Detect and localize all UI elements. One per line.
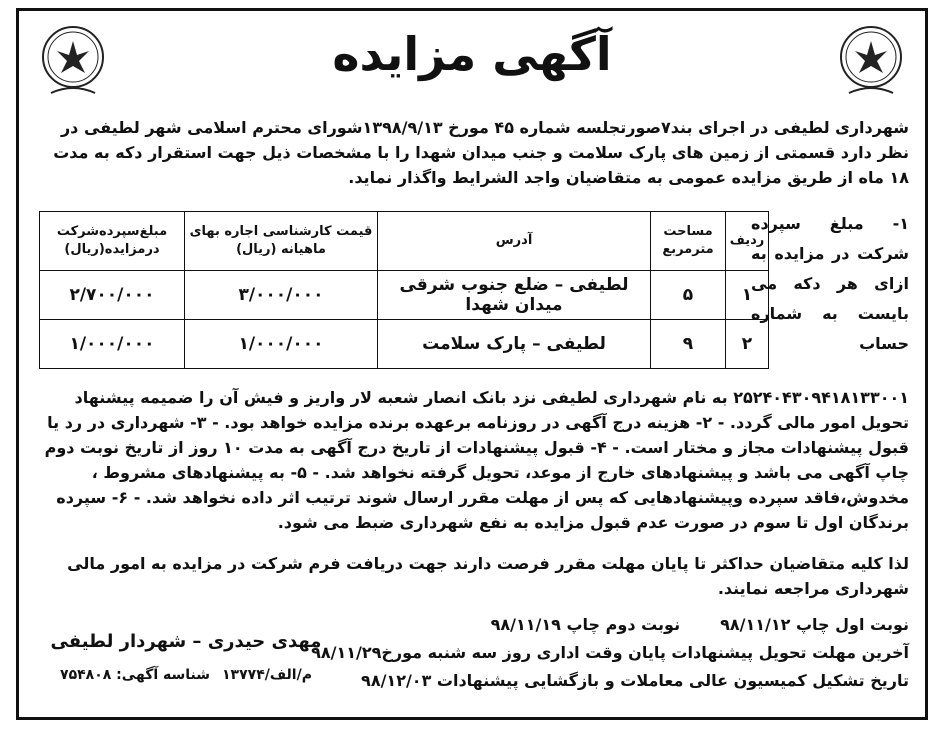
property-table [39,211,769,369]
cell-rent-price: ۳/۰۰۰/۰۰۰ [185,271,378,320]
deadline-date: آخرین مهلت تحویل پیشنهادات پایان وقت اداری روز سه شنبه مورخ۹۸/۱۱/۲۹ [311,643,909,662]
cell-row-number: ۱ [726,271,769,320]
cell-area: ۵ [651,271,726,320]
reference-number: م/الف/۱۳۷۷۴ [222,667,312,683]
cell-address: لطیفی – پارک سلامت [378,320,651,369]
table-row [40,320,769,369]
table-header-row [40,212,769,271]
ad-id: شناسه آگهی: ۷۵۴۸۰۸ [60,667,211,683]
signature-block [41,627,331,683]
table-row [40,271,769,320]
notice-frame [16,8,928,720]
deposit-condition-text: ۱- مبلغ سپرده شرکت در مزایده به ازای هر دکه می بایست به شماره حساب [751,214,909,353]
intro-paragraph: شهرداری لطیفی در اجرای بند۷صورتجلسه شماره ۴۵ مورخ ۱۳۹۸/۹/۱۳شورای محترم اسلامی شهر لطیفی در نظر دارد قسمتی از زمین های پارک سلامت و جنب میدان شهدا را با مشخصات ذیل جهت استقرار دکه به مدت ۱۸ ماه از طریق مزایده عمومی به متقاضیان واجد الشرایط واگذار نماید. [53,118,909,187]
first-print-date: نوبت اول چاپ ۹۸/۱۱/۱۲ [720,615,909,634]
header-rent-price: قیمت کارشناسی اجاره بهای ماهیانه (ریال) [185,212,378,271]
cell-row-number: ۲ [726,320,769,369]
print-dates-row [319,611,909,639]
signatory-name: مهدی حیدری – شهردار لطیفی [50,631,322,652]
notice-title: آگهی مزایده [332,27,612,81]
header-address: آدرس [378,212,651,271]
cell-deposit: ۲/۷۰۰/۰۰۰ [40,271,185,320]
second-print-date: نوبت دوم چاپ ۹۸/۱۱/۱۹ [490,615,681,634]
cell-rent-price: ۱/۰۰۰/۰۰۰ [185,320,378,369]
header-deposit: مبلغ‌سپرده‌شرکت درمزایده(ریال) [40,212,185,271]
cell-deposit: ۱/۰۰۰/۰۰۰ [40,320,185,369]
conditions-paragraph: ۲۵۲۴۰۴۳۰۹۴۱۸۱۳۳۰۰۱ به نام شهرداری لطیفی نزد بانک انصار شعبه لار واریز و فیش آن را ضمیمه پیشنهاد تحویل امور مالی گردد. - ۲- هزینه درج آگهی در روزنامه برعهده برنده مزایده خواهد بود. - ۳- شهرداری در رد یا قبول پیشنهادات مجاز و مختار است. - ۴- قبول پیشنهادات از تاریخ درج آگهی به مدت ۱۰ روز از تاریخ نوبت دوم چاپ آگهی می باشد و پیشنهادهای خارج از موعد، تحویل گرفته نخواهد شد. - ۵- به پیشنهادهای مشروط ، مخدوش،فاقد سپرده وپیشنهادهایی که پس از مهلت مقرر ارسال شوند ترتیب اثر داده نخواهد شد. - ۶- سپرده برندگان اول تا سوم در صورت عدم قبول مزایده به نفع شهرداری ضبط می شود. [44,388,909,532]
dates-block [311,611,909,695]
commission-date: تاریخ تشکیل کمیسیون عالی معاملات و بازگشایی پیشنهادات ۹۸/۱۲/۰۳ [361,671,909,690]
reference-line [41,667,331,683]
header-area: مساحت مترمربع [651,212,726,271]
header-row-number: ردیف [726,212,769,271]
closing-paragraph: لذا کلیه متقاضیان حداکثر تا پایان مهلت مقرر فرصت دارند جهت دریافت فرم شرکت در مزایده به امور مالی شهرداری مراجعه نمایند. [67,554,909,598]
cell-address: لطیفی – ضلع جنوب شرقی میدان شهدا [378,271,651,320]
cell-area: ۹ [651,320,726,369]
